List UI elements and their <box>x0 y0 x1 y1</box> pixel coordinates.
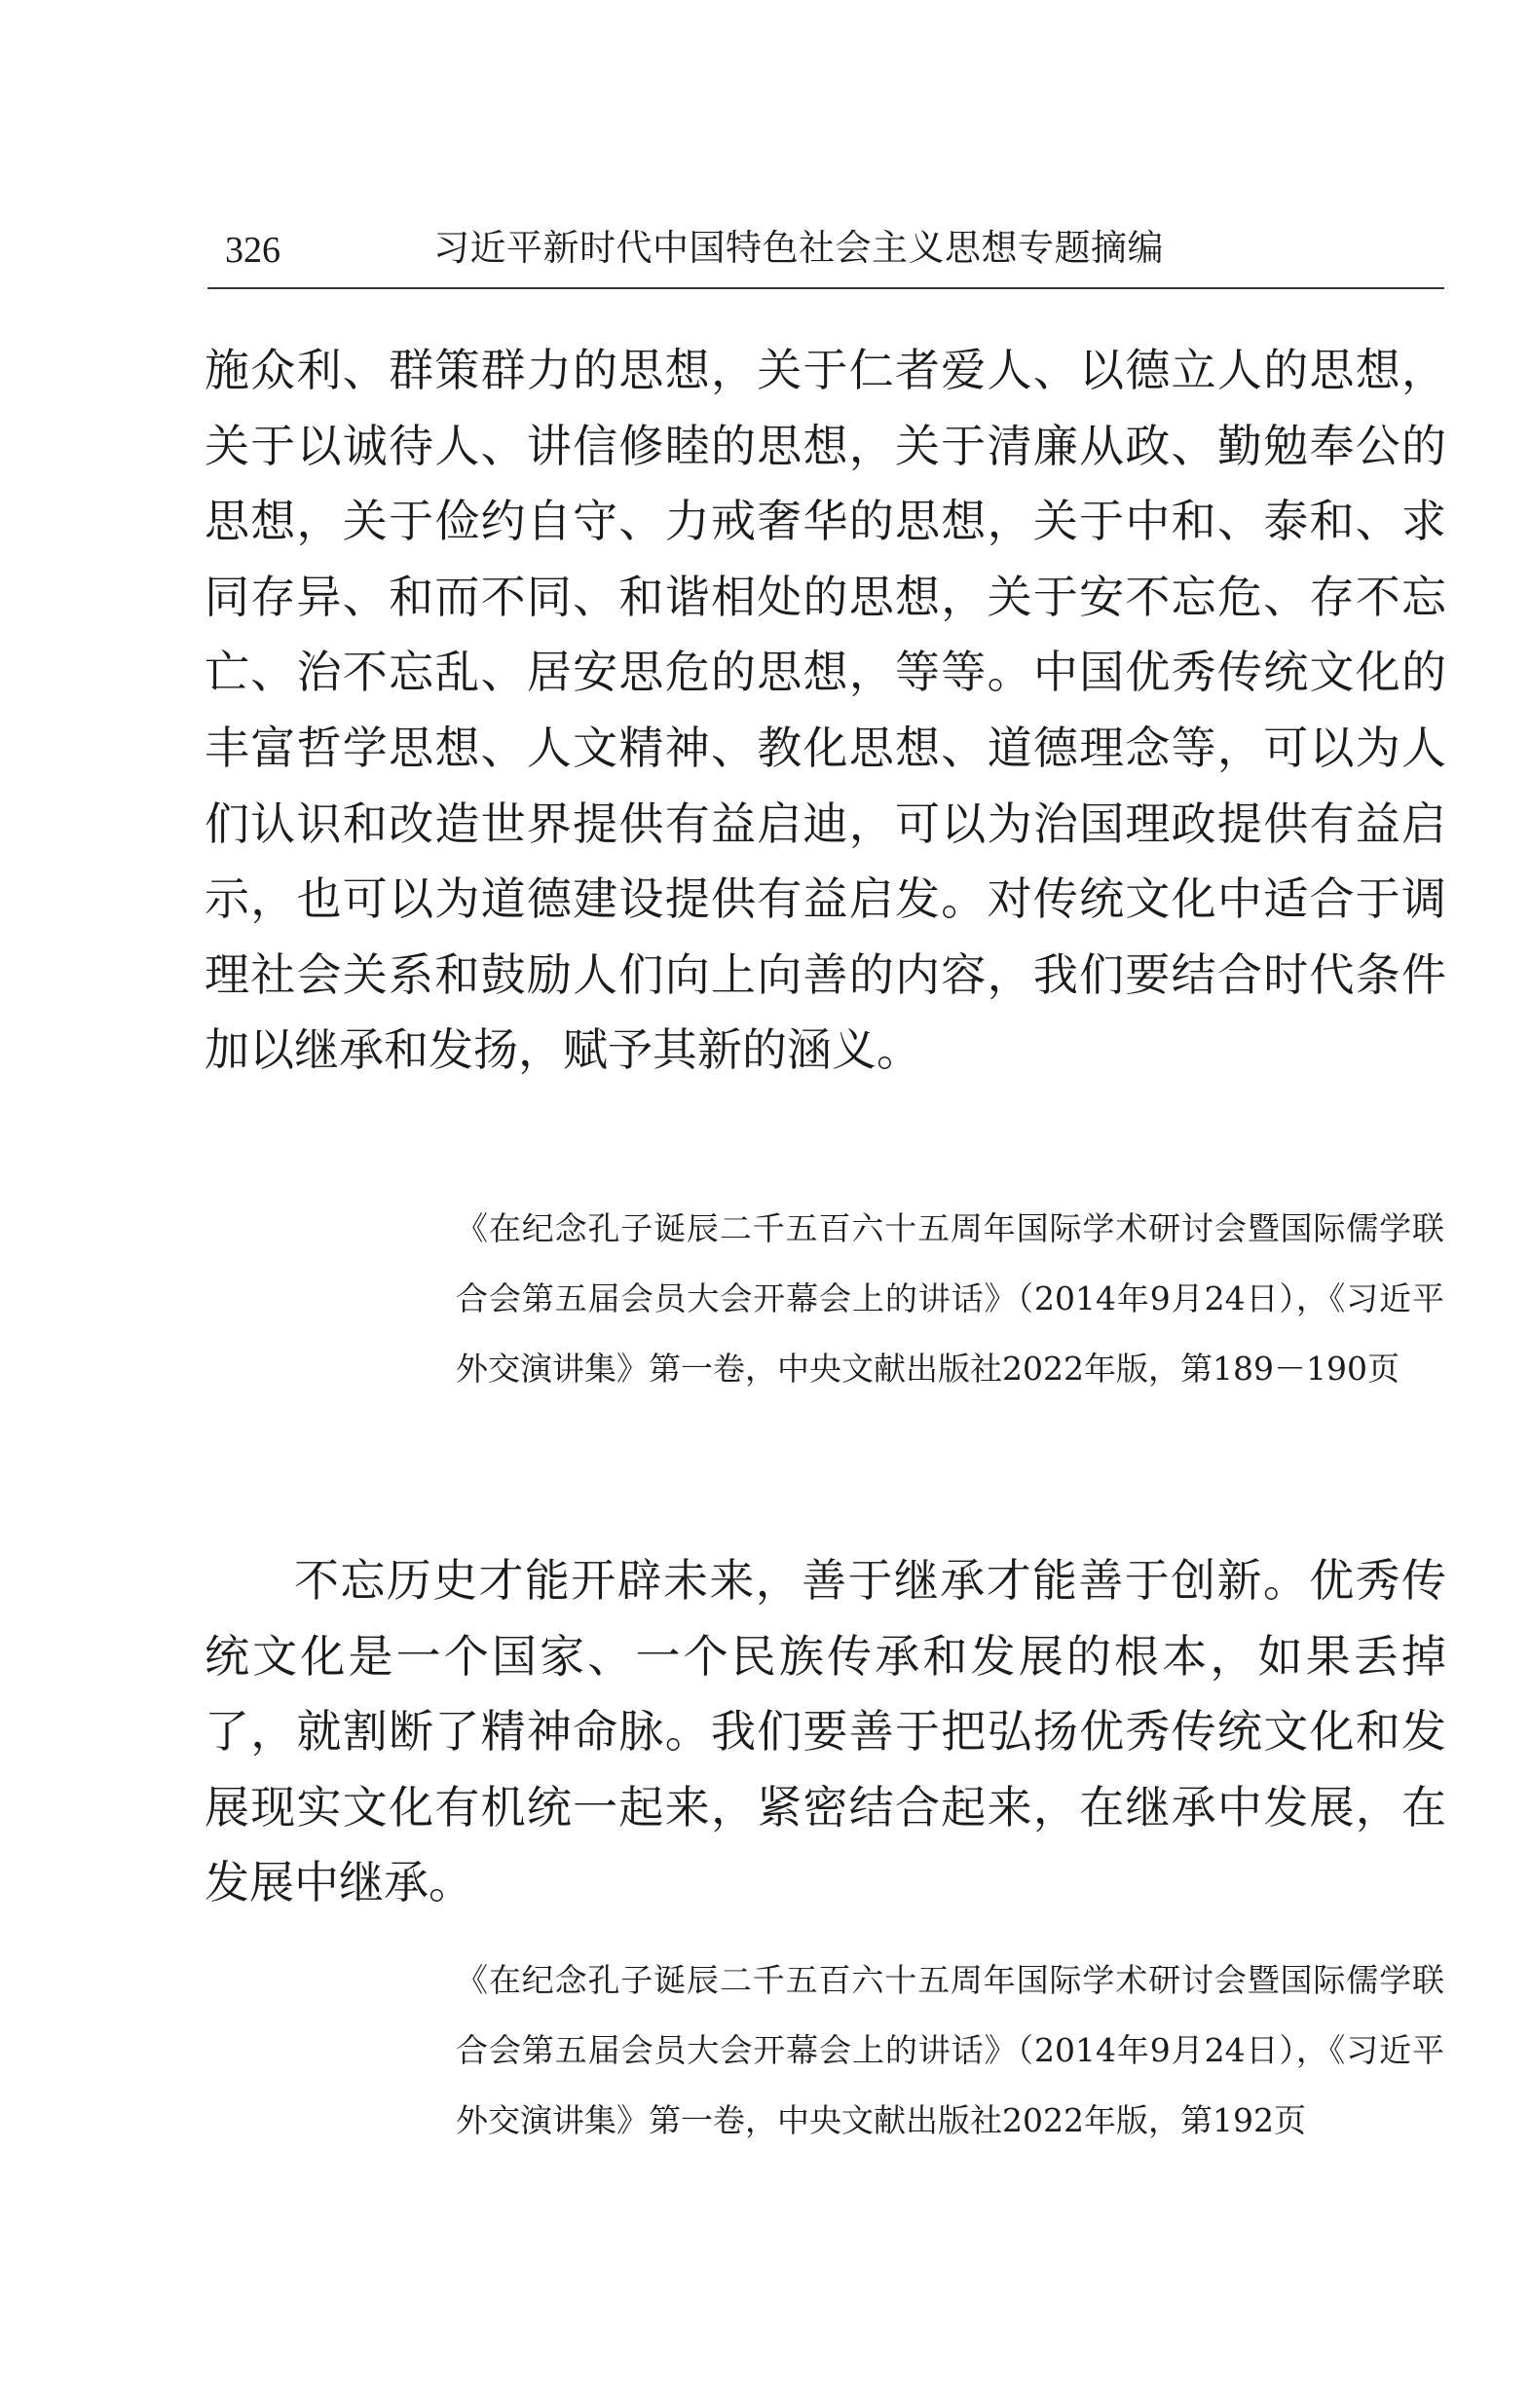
header-divider <box>207 287 1444 289</box>
body-paragraph-2: 不忘历史才能开辟未来，善于继承才能善于创新。优秀传统文化是一个国家、一个民族传承和发展的根本，如果丢掉了，就割断了精神命脉。我们要善于把弘扬优秀传统文化和发展现实文化有机统一起来，紧密结合起来，在继承中发展，在发展中继承。 <box>205 1554 1446 1909</box>
running-header <box>207 219 1444 285</box>
page-number: 326 <box>225 230 280 271</box>
citation-1: 《在纪念孔子诞辰二千五百六十五周年国际学术研讨会暨国际儒学联合会第五届会员大会开幕会上的讲话》（2014年9月24日），《习近平外交演讲集》第一卷，中央文献出版社2022年版，第189－190页 <box>456 1209 1444 1388</box>
citation-2: 《在纪念孔子诞辰二千五百六十五周年国际学术研讨会暨国际儒学联合会第五届会员大会开幕会上的讲话》（2014年9月24日），《习近平外交演讲集》第一卷，中央文献出版社2022年版，第192页 <box>456 1961 1444 2139</box>
running-header-title: 习近平新时代中国特色社会主义思想专题摘编 <box>433 227 1164 269</box>
body-paragraph-1: 施众利、群策群力的思想，关于仁者爱人、以德立人的思想，关于以诚待人、讲信修睦的思想，关于清廉从政、勤勉奉公的思想，关于俭约自守、力戒奢华的思想，关于中和、泰和、求同存异、和而不同、和谐相处的思想，关于安不忘危、存不忘亡、治不忘乱、居安思危的思想，等等。中国优秀传统文化的丰富哲学思想、人文精神、教化思想、道德理念等，可以为人们认识和改造世界提供有益启迪，可以为治国理政提供有益启示，也可以为道德建设提供有益启发。对传统文化中适合于调理社会关系和鼓励人们向上向善的内容，我们要结合时代条件加以继承和发扬，赋予其新的涵义。 <box>205 344 1446 1077</box>
